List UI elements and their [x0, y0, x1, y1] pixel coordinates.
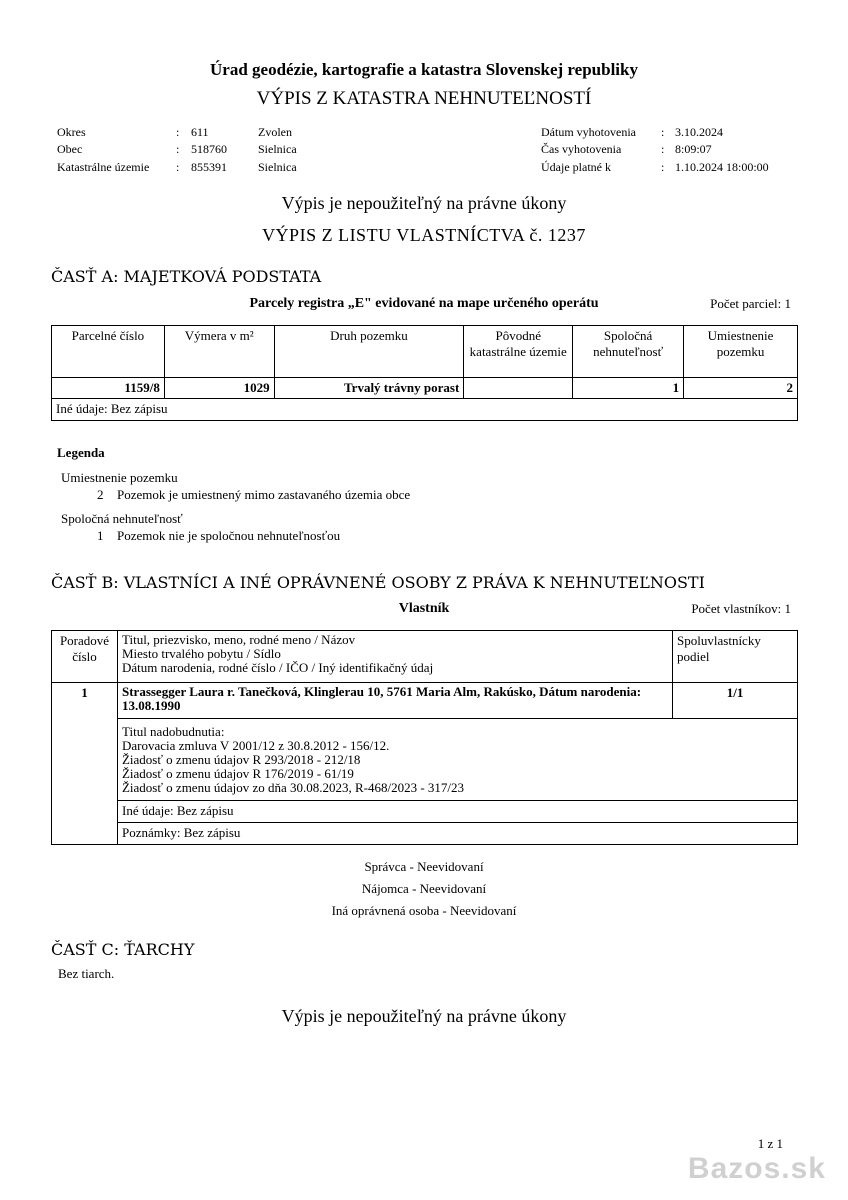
legend-group-location: Umiestnenie pozemku: [61, 470, 178, 485]
owner-count: Počet vlastníkov: 1: [691, 601, 791, 616]
municipality-label: Obec: [57, 142, 83, 156]
part-b-subtitle: Vlastník: [398, 601, 450, 616]
table-row: [52, 801, 798, 823]
legal-notice-bottom: Výpis je nepoužiteľný na právne úkony: [281, 1006, 567, 1026]
owner-order-value: 1: [52, 683, 118, 845]
part-c-title: ČASŤ C: ŤARCHY: [51, 940, 195, 959]
col-parcel-number: Parcelné číslo: [52, 326, 165, 378]
original-area-value: [464, 378, 573, 399]
tenant-status: Nájomca - Neevidovaní: [361, 881, 487, 896]
table-row: [52, 719, 798, 801]
parcel-count: Počet parciel: 1: [710, 296, 791, 311]
col-desc-line-1: Titul, priezvisko, meno, rodné meno / Názov: [121, 632, 356, 647]
parcel-table-header: [52, 326, 798, 378]
area-value: 1029: [164, 378, 274, 399]
other-authorized-status: Iná oprávnená osoba - Neevidovaní: [331, 903, 517, 918]
district-sep: :: [176, 125, 180, 139]
acquisition-line: Darovacia zmluva V 2001/12 z 30.8.2012 - 156/12.: [121, 738, 390, 753]
issue-time-value: 8:09:07: [675, 142, 712, 156]
owner-notes: Poznámky: Bez zápisu: [117, 823, 797, 845]
issue-date-label: Dátum vyhotovenia: [541, 125, 636, 139]
part-a-title: ČASŤ A: MAJETKOVÁ PODSTATA: [51, 267, 322, 286]
watermark-logo: Bazos.sk: [687, 1152, 826, 1185]
district-name: Zvolen: [258, 125, 292, 139]
owners-table: [51, 630, 798, 845]
land-location-value: 2: [684, 378, 798, 399]
owner-identity: Strassegger Laura r. Tanečková, Klinglerau 10, 5761 Maria Alm, Rakúsko, Dátum narodenia: 13.08.1990: [117, 683, 672, 719]
table-row: [52, 823, 798, 845]
owner-other-data: Iné údaje: Bez zápisu: [117, 801, 797, 823]
valid-as-of-sep: :: [661, 160, 665, 174]
legend-title: Legenda: [57, 445, 105, 460]
table-row: [52, 399, 798, 421]
col-land-type: Druh pozemku: [274, 326, 464, 378]
owners-table-header: [52, 631, 798, 683]
owner-share-value: 1/1: [673, 683, 798, 719]
municipality-name: Sielnica: [258, 142, 297, 156]
col-shared-property: Spoločná nehnuteľnosť: [573, 326, 684, 378]
acquisition-line: Žiadosť o zmenu údajov R 176/2019 - 61/19: [121, 766, 354, 781]
cadastral-area-sep: :: [176, 160, 180, 174]
col-land-location: Umiestnenie pozemku: [684, 326, 798, 378]
issue-date-sep: :: [661, 125, 665, 139]
acquisition-line: Žiadosť o zmenu údajov R 293/2018 - 212/18: [121, 752, 361, 767]
table-row: [52, 378, 798, 399]
legend-location-code: 2: [97, 487, 104, 502]
cadastral-area-code: 855391: [191, 160, 227, 174]
parcel-number-value: 1159/8: [52, 378, 165, 399]
municipality-code: 518760: [191, 142, 227, 156]
ownership-sheet-title: VÝPIS Z LISTU VLASTNÍCTVA č. 1237: [262, 225, 586, 245]
district-code: 611: [191, 125, 209, 139]
legend-shared-code: 1: [97, 528, 104, 543]
col-owner-description: [117, 631, 672, 683]
document-title: VÝPIS Z KATASTRA NEHNUTEĽNOSTÍ: [256, 88, 592, 109]
cadastral-area-label: Katastrálne územie: [57, 160, 150, 174]
col-desc-line-2: Miesto trvalého pobytu / Sídlo: [121, 646, 281, 661]
col-desc-line-3: Dátum narodenia, rodné číslo / IČO / Iný identifikačný údaj: [121, 660, 434, 675]
land-type-value: Trvalý trávny porast: [274, 378, 464, 399]
valid-as-of-label: Údaje platné k: [541, 160, 611, 174]
col-ownership-share: Spoluvlastnícky podiel: [673, 631, 798, 683]
part-b-title: ČASŤ B: VLASTNÍCI A INÉ OPRÁVNENÉ OSOBY Z PRÁVA K NEHNUTEĽNOSTI: [51, 573, 705, 592]
issue-date-value: 3.10.2024: [675, 125, 723, 139]
issue-time-sep: :: [661, 142, 665, 156]
table-row: [52, 683, 798, 719]
administrator-status: Správca - Neevidovaní: [364, 859, 484, 874]
acquisition-line: Titul nadobudnutia:: [121, 724, 225, 739]
municipality-sep: :: [176, 142, 180, 156]
page-number: 1 z 1: [757, 1136, 783, 1151]
col-order-number: Poradové číslo: [52, 631, 118, 683]
part-a-subtitle: Parcely registra „E" evidované na mape určeného operátu: [249, 296, 599, 311]
acquisition-line: Žiadosť o zmenu údajov zo dňa 30.08.2023, R-468/2023 - 317/23: [121, 780, 465, 795]
legal-notice-top: Výpis je nepoužiteľný na právne úkony: [281, 193, 567, 213]
issue-time-label: Čas vyhotovenia: [541, 142, 622, 156]
legend-shared-text: Pozemok nie je spoločnou nehnuteľnosťou: [117, 528, 341, 543]
legend-group-shared: Spoločná nehnuteľnosť: [61, 511, 183, 526]
acquisition-titles: [117, 719, 797, 801]
col-original-cadastral-area: Pôvodné katastrálne územie: [464, 326, 573, 378]
parcel-other-data: Iné údaje: Bez zápisu: [52, 399, 798, 421]
col-area: Výmera v m²: [164, 326, 274, 378]
district-label: Okres: [57, 125, 86, 139]
office-name: Úrad geodézie, kartografie a katastra Slovenskej republiky: [210, 60, 638, 79]
cadastral-area-name: Sielnica: [258, 160, 297, 174]
encumbrances-text: Bez tiarch.: [58, 966, 115, 981]
legend-location-text: Pozemok je umiestnený mimo zastavaného územia obce: [117, 487, 411, 502]
shared-property-value: 1: [573, 378, 684, 399]
parcel-table: [51, 325, 798, 421]
valid-as-of-value: 1.10.2024 18:00:00: [675, 160, 769, 174]
